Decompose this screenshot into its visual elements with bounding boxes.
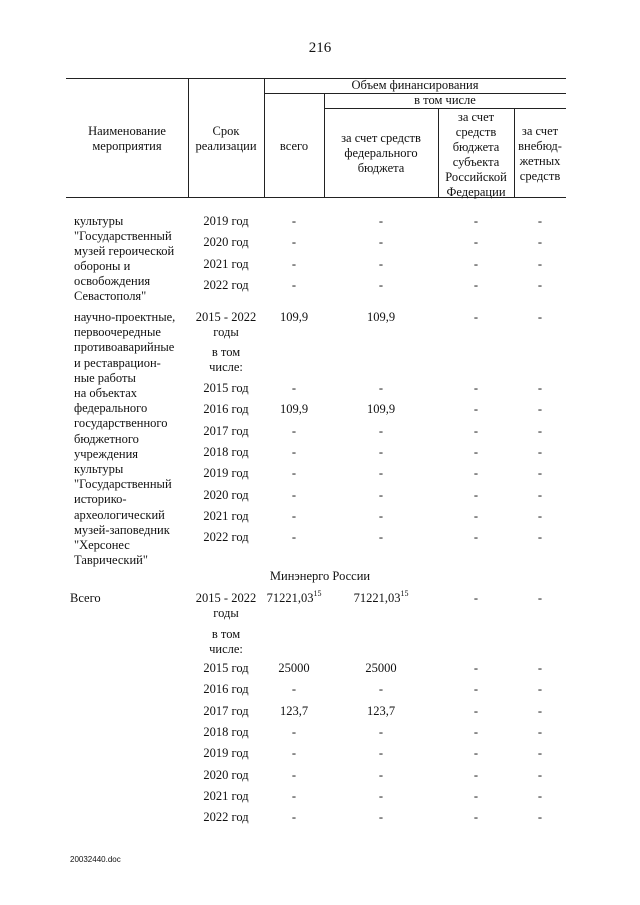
block1-row-4-subject: - bbox=[473, 277, 479, 292]
header-extra: за счет внебюд- жетных средств bbox=[518, 124, 562, 183]
block1-row-2-extra: - bbox=[537, 235, 543, 250]
block2-row-3-federal: - bbox=[378, 423, 384, 438]
block2-row-1-total: - bbox=[291, 381, 297, 395]
block3-row-3-extra: - bbox=[537, 703, 543, 718]
footer-filename: 20032440.doc bbox=[70, 855, 121, 864]
block3-summary-total: 71221,03$^{15}$ bbox=[266, 589, 322, 605]
block2-row-6-subject: - bbox=[473, 487, 479, 502]
block1-row-1-federal: - bbox=[378, 214, 384, 228]
block1-row-4-extra: - bbox=[537, 277, 543, 292]
block2-row-8-subject: - bbox=[473, 530, 479, 545]
block2-row-8-federal: - bbox=[378, 530, 384, 545]
block3-row-2-subject: - bbox=[473, 682, 479, 697]
block1-row-3-total: - bbox=[291, 256, 297, 271]
block3-row-1-extra: - bbox=[537, 661, 543, 675]
block2-row-4-subject: - bbox=[473, 444, 479, 459]
block2-summary-subject: - bbox=[473, 310, 479, 324]
header-including: в том числе bbox=[414, 93, 476, 107]
section-title: Минэнерго России bbox=[269, 569, 371, 583]
block2-row-6-extra: - bbox=[537, 487, 543, 502]
block3-row-3-period: 2017 год bbox=[203, 703, 249, 718]
block2-row-4-extra: - bbox=[537, 444, 543, 459]
block3-including-label: в том числе: bbox=[209, 627, 243, 656]
block3-row-1-period: 2015 год bbox=[203, 661, 249, 675]
header-total: всего bbox=[279, 139, 309, 153]
block1-row-2-period: 2020 год bbox=[203, 235, 249, 250]
block3-row-8-period: 2022 год bbox=[203, 810, 249, 825]
block2-row-8-total: - bbox=[291, 530, 297, 545]
block3-row-7-extra: - bbox=[537, 788, 543, 803]
block3-row-2-extra: - bbox=[537, 682, 543, 697]
block3-row-4-extra: - bbox=[537, 724, 543, 739]
block1-name: культуры "Государственный музей героической обороны и освобождения Севастополя" bbox=[74, 214, 175, 303]
block2-row-6-total: - bbox=[291, 487, 297, 502]
block1-row-2-total: - bbox=[291, 235, 297, 250]
block2-row-2-period: 2016 год bbox=[203, 402, 249, 417]
block2-row-6-federal: - bbox=[378, 487, 384, 502]
block3-row-1-federal: 25000 bbox=[365, 661, 397, 675]
block1-row-2-federal: - bbox=[378, 235, 384, 250]
block3-row-3-total: 123,7 bbox=[279, 703, 309, 718]
block3-row-7-total: - bbox=[291, 788, 297, 803]
block2-row-7-subject: - bbox=[473, 508, 479, 523]
block2-summary-federal: 109,9 bbox=[366, 310, 396, 324]
block2-row-4-period: 2018 год bbox=[203, 444, 249, 459]
block2-row-7-extra: - bbox=[537, 508, 543, 523]
block1-row-1-period: 2019 год bbox=[203, 214, 249, 228]
block1-row-1-total: - bbox=[291, 214, 297, 228]
block2-row-5-period: 2019 год bbox=[203, 466, 249, 481]
block3-row-3-federal: 123,7 bbox=[366, 703, 396, 718]
block1-row-3-extra: - bbox=[537, 256, 543, 271]
block3-row-7-subject: - bbox=[473, 788, 479, 803]
col-divider-2 bbox=[264, 78, 265, 198]
block2-row-1-federal: - bbox=[378, 381, 384, 395]
block2-row-5-subject: - bbox=[473, 466, 479, 481]
footnote-marker: 15 bbox=[313, 589, 322, 598]
block3-summary-extra: - bbox=[537, 591, 543, 605]
block2-name: научно-проектные, первоочередные противоаварийные и реставрацион- ные работы на объектах федерального государственного бюджетного учреждения культуры "Государственный историко- археологический музей-заповедник "Херсонес Таврический" bbox=[74, 310, 176, 568]
block3-row-5-total: - bbox=[291, 746, 297, 761]
block2-row-4-total: - bbox=[291, 444, 297, 459]
block2-row-3-extra: - bbox=[537, 423, 543, 438]
block2-summary-period: 2015 - 2022 годы bbox=[195, 310, 257, 339]
block2-row-1-subject: - bbox=[473, 381, 479, 395]
block2-row-5-federal: - bbox=[378, 466, 384, 481]
block2-row-6-period: 2020 год bbox=[203, 487, 249, 502]
block3-row-6-extra: - bbox=[537, 767, 543, 782]
block2-row-3-period: 2017 год bbox=[203, 423, 249, 438]
header-funding-title: Объем финансирования bbox=[351, 78, 479, 92]
block3-row-8-total: - bbox=[291, 810, 297, 825]
block2-row-5-total: - bbox=[291, 466, 297, 481]
block2-row-3-subject: - bbox=[473, 423, 479, 438]
block1-row-1-subject: - bbox=[473, 214, 479, 228]
block2-row-4-federal: - bbox=[378, 444, 384, 459]
block2-row-8-period: 2022 год bbox=[203, 530, 249, 545]
block2-row-7-period: 2021 год bbox=[203, 508, 249, 523]
block2-row-2-subject: - bbox=[473, 402, 479, 417]
block1-row-3-period: 2021 год bbox=[203, 256, 249, 271]
block3-row-5-subject: - bbox=[473, 746, 479, 761]
block3-row-1-subject: - bbox=[473, 661, 479, 675]
block3-row-6-period: 2020 год bbox=[203, 767, 249, 782]
block3-row-6-subject: - bbox=[473, 767, 479, 782]
block2-row-3-total: - bbox=[291, 423, 297, 438]
block2-summary-total: 109,9 bbox=[279, 310, 309, 324]
block3-row-2-period: 2016 год bbox=[203, 682, 249, 697]
page-number: 216 bbox=[308, 40, 332, 56]
block3-row-5-extra: - bbox=[537, 746, 543, 761]
block2-row-5-extra: - bbox=[537, 466, 543, 481]
block3-row-6-federal: - bbox=[378, 767, 384, 782]
block3-summary-federal: 71221,03$^{15}$ bbox=[353, 589, 409, 605]
block3-row-5-period: 2019 год bbox=[203, 746, 249, 761]
including-rule bbox=[324, 108, 566, 109]
block3-row-5-federal: - bbox=[378, 746, 384, 761]
block2-row-2-federal: 109,9 bbox=[366, 402, 396, 417]
header-period: Срок реализации bbox=[195, 124, 257, 153]
block3-name: Всего bbox=[70, 591, 101, 605]
block3-summary-subject: - bbox=[473, 591, 479, 605]
footnote-marker: 15 bbox=[400, 589, 409, 598]
block3-row-8-subject: - bbox=[473, 810, 479, 825]
block3-row-7-federal: - bbox=[378, 788, 384, 803]
block2-row-2-total: 109,9 bbox=[279, 402, 309, 417]
block1-row-2-subject: - bbox=[473, 235, 479, 250]
block2-row-1-extra: - bbox=[537, 381, 543, 395]
block2-row-1-period: 2015 год bbox=[203, 381, 249, 395]
block1-row-3-subject: - bbox=[473, 256, 479, 271]
block3-row-2-total: - bbox=[291, 682, 297, 697]
block2-including-label: в том числе: bbox=[209, 345, 243, 374]
block3-row-4-total: - bbox=[291, 724, 297, 739]
block2-row-8-extra: - bbox=[537, 530, 543, 545]
block3-row-2-federal: - bbox=[378, 682, 384, 697]
block1-row-4-federal: - bbox=[378, 277, 384, 292]
header-name: Наименование мероприятия bbox=[88, 124, 166, 153]
block1-row-1-extra: - bbox=[537, 214, 543, 228]
block2-row-7-total: - bbox=[291, 508, 297, 523]
block3-row-4-subject: - bbox=[473, 724, 479, 739]
block3-row-1-total: 25000 bbox=[278, 661, 310, 675]
block3-row-4-period: 2018 год bbox=[203, 724, 249, 739]
block3-row-7-period: 2021 год bbox=[203, 788, 249, 803]
block3-row-4-federal: - bbox=[378, 724, 384, 739]
block2-summary-extra: - bbox=[537, 310, 543, 324]
header-federal: за счет средств федерального бюджета bbox=[341, 131, 421, 175]
block3-row-3-subject: - bbox=[473, 703, 479, 718]
block2-row-2-extra: - bbox=[537, 402, 543, 417]
block3-row-8-extra: - bbox=[537, 810, 543, 825]
block1-row-4-period: 2022 год bbox=[203, 277, 249, 292]
block2-row-7-federal: - bbox=[378, 508, 384, 523]
block3-row-8-federal: - bbox=[378, 810, 384, 825]
block1-row-4-total: - bbox=[291, 277, 297, 292]
header-subject: за счет средств бюджета субъекта Российской Федерации bbox=[445, 110, 507, 199]
block3-row-6-total: - bbox=[291, 767, 297, 782]
block3-summary-period: 2015 - 2022 годы bbox=[195, 591, 257, 620]
block1-row-3-federal: - bbox=[378, 256, 384, 271]
